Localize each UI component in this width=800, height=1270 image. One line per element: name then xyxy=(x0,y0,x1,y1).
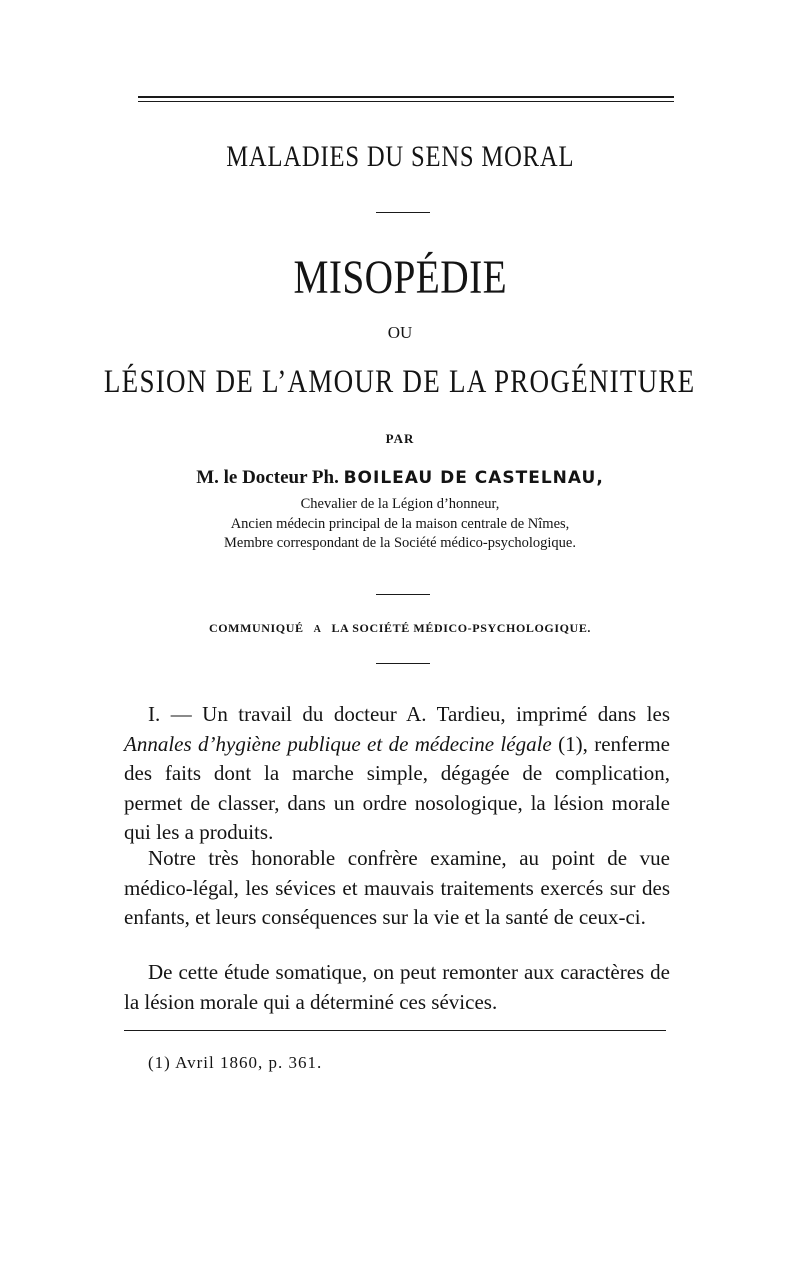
page-subtitle-text: LÉSION DE L’AMOUR DE LA PROGÉNITURE xyxy=(104,364,696,400)
page-title-text: MISOPÉDIE xyxy=(293,251,507,304)
body-paragraph-2 xyxy=(124,844,670,933)
author-line xyxy=(0,467,800,489)
title-conjunction: OU xyxy=(387,323,413,342)
page-title xyxy=(0,250,800,305)
body-paragraph-1 xyxy=(124,700,670,848)
paragraph-3-text: De cette étude somatique, on peut remonter aux caractères de la lésion morale qui a déterminé ces sévices. xyxy=(124,960,670,1014)
credential-line-3: Membre correspondant de la Société médico-psychologique. xyxy=(224,535,576,551)
paragraph-1-lead: I. — Un travail du docteur A. Tardieu, imprimé dans les xyxy=(148,702,670,726)
divider-rule-2 xyxy=(376,594,430,595)
communication-note xyxy=(0,621,800,636)
communication-part3: LA SOCIÉTÉ MÉDICO-PSYCHOLOGIQUE. xyxy=(331,621,592,635)
author-name: BOILEAU DE CASTELNAU, xyxy=(343,468,604,488)
journal-title: Annales d’hygiène publique et de médecine légale xyxy=(124,731,552,756)
author-prefix: M. le Docteur Ph. xyxy=(196,467,339,488)
divider-rule-1 xyxy=(376,212,430,213)
series-title xyxy=(0,140,800,174)
paragraph-1-rest: (1), renferme des faits dont la marche simple, dégagée de complication, permet de classer, dans un ordre nosologique, la lésion morale qui les a produits. xyxy=(124,731,670,844)
footnote: (1) Avril 1860, p. 361. xyxy=(148,1053,323,1072)
paragraph-2-text: Notre très honorable confrère examine, au point de vue médico-légal, les sévices et mauvais traitements exercés sur des enfants, et leurs conséquences sur la vie et la santé de ceux-ci. xyxy=(124,846,670,929)
series-title-text: MALADIES DU SENS MORAL xyxy=(225,140,575,173)
communication-part2: A xyxy=(313,624,322,635)
divider-rule-3 xyxy=(376,663,430,664)
body-paragraph-3 xyxy=(124,958,670,1017)
credential-line-2: Ancien médecin principal de la maison centrale de Nîmes, xyxy=(230,516,570,532)
credential-line-1: Chevalier de la Légion d’honneur, xyxy=(300,496,500,512)
page-subtitle xyxy=(0,364,800,401)
top-double-rule xyxy=(138,96,674,102)
communication-part1: COMMUNIQUÉ xyxy=(208,621,304,635)
footnote-rule xyxy=(124,1030,666,1031)
byline-par: PAR xyxy=(385,431,415,446)
